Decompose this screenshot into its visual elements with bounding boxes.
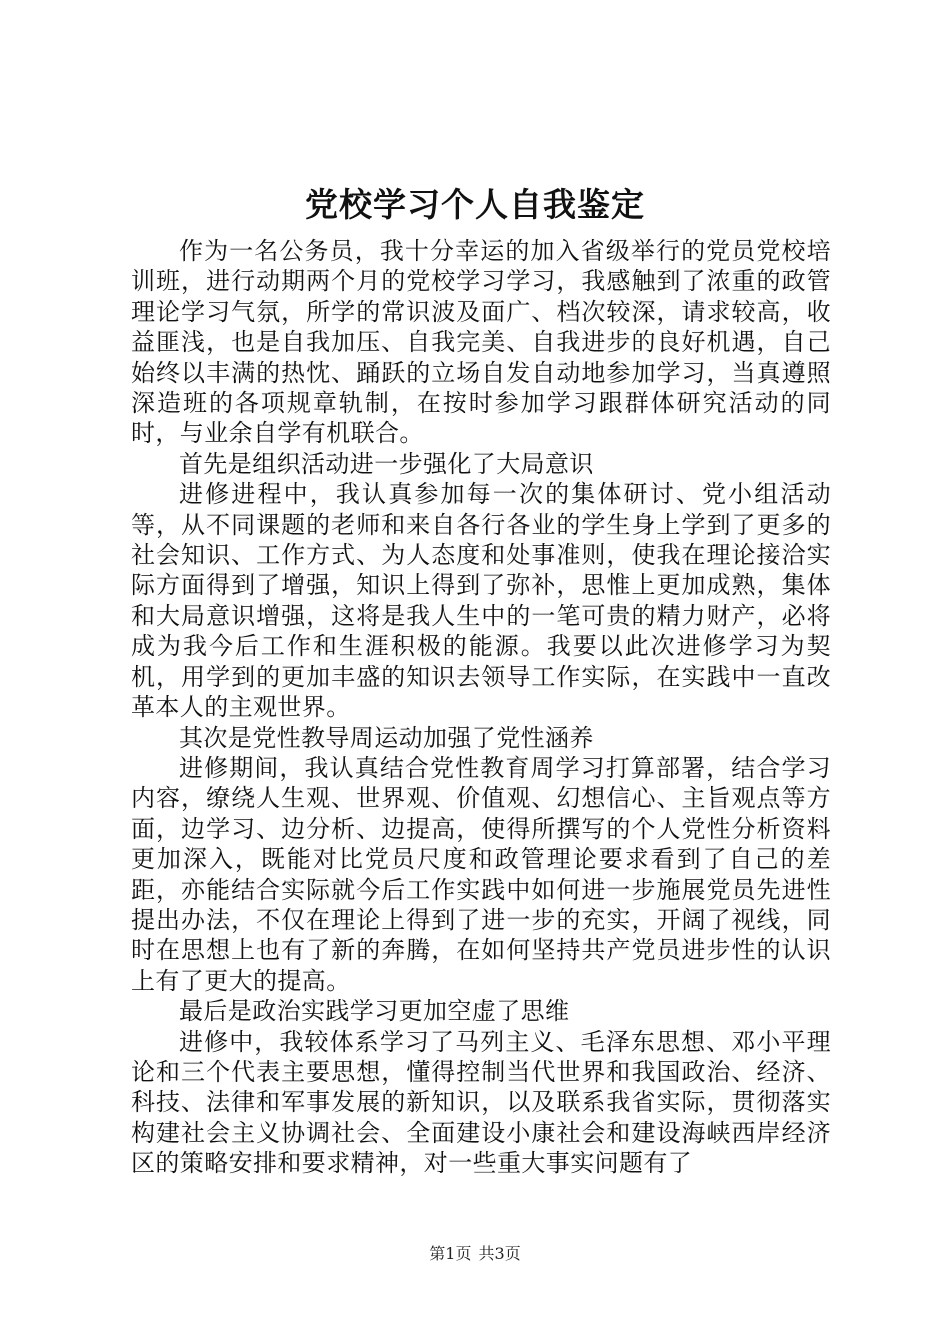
- page-footer: [0, 1244, 950, 1264]
- page-number: 第1页: [429, 1244, 472, 1263]
- paragraph-section-2: 进修期间，我认真结合党性教育周学习打算部署，结合学习内容，缭绕人生观、世界观、价值观、幻想信心、主旨观点等方面，边学习、边分析、边提高，使得所撰写的个人党性分析资料更加深入，既能对比党员尺度和政管理论要求看到了自己的差距，亦能结合实际就今后工作实践中如何进一步施展党员先进性提出办法，不仅在理论上得到了进一步的充实，开阔了视线，同时在思想上也有了新的奔腾，在如何坚持共产党员进步性的认识上有了更大的提高。: [131, 753, 831, 995]
- paragraph-section-1: 进修进程中，我认真参加每一次的集体研讨、党小组活动等，从不同课题的老师和来自各行各业的学生身上学到了更多的社会知识、工作方式、为人态度和处事准则，使我在理论接洽实际方面得到了增强，知识上得到了弥补，思惟上更加成熟，集体和大局意识增强，这将是我人生中的一笔可贵的精力财产，必将成为我今后工作和生涯积极的能源。我要以此次进修学习为契机，用学到的更加丰盛的知识去领导工作实际，在实践中一直改革本人的主观世界。: [131, 480, 831, 722]
- paragraph-section-3: 进修中，我较体系学习了马列主义、毛泽东思想、邓小平理论和三个代表主要思想，懂得控制当代世界和我国政治、经济、科技、法律和军事发展的新知识，以及联系我省实际，贯彻落实构建社会主义协调社会、全面建设小康社会和建设海峡西岸经济区的策略安排和要求精神，对一些重大事实问题有了: [131, 1027, 831, 1178]
- section-heading-3: 最后是政治实践学习更加空虚了思维: [179, 997, 570, 1026]
- document-body: [131, 236, 831, 1179]
- document-title: 党校学习个人自我鉴定: [305, 185, 645, 224]
- page-total: 共3页: [478, 1244, 521, 1263]
- section-heading-2: 其次是党性教导周运动加强了党性涵养: [179, 723, 594, 752]
- paragraph-intro: 作为一名公务员，我十分幸运的加入省级举行的党员党校培训班，进行动期两个月的党校学习学习，我感触到了浓重的政管理论学习气氛，所学的常识波及面广、档次较深，请求较高，收益匪浅，也是自我加压、自我完美、自我进步的良好机遇，自己始终以丰满的热忱、踊跃的立场自发自动地参加学习，当真遵照深造班的各项规章轨制，在按时参加学习跟群体研究活动的同时，与业余自学有机联合。: [131, 237, 831, 448]
- section-heading-1: 首先是组织活动进一步强化了大局意识: [179, 449, 594, 478]
